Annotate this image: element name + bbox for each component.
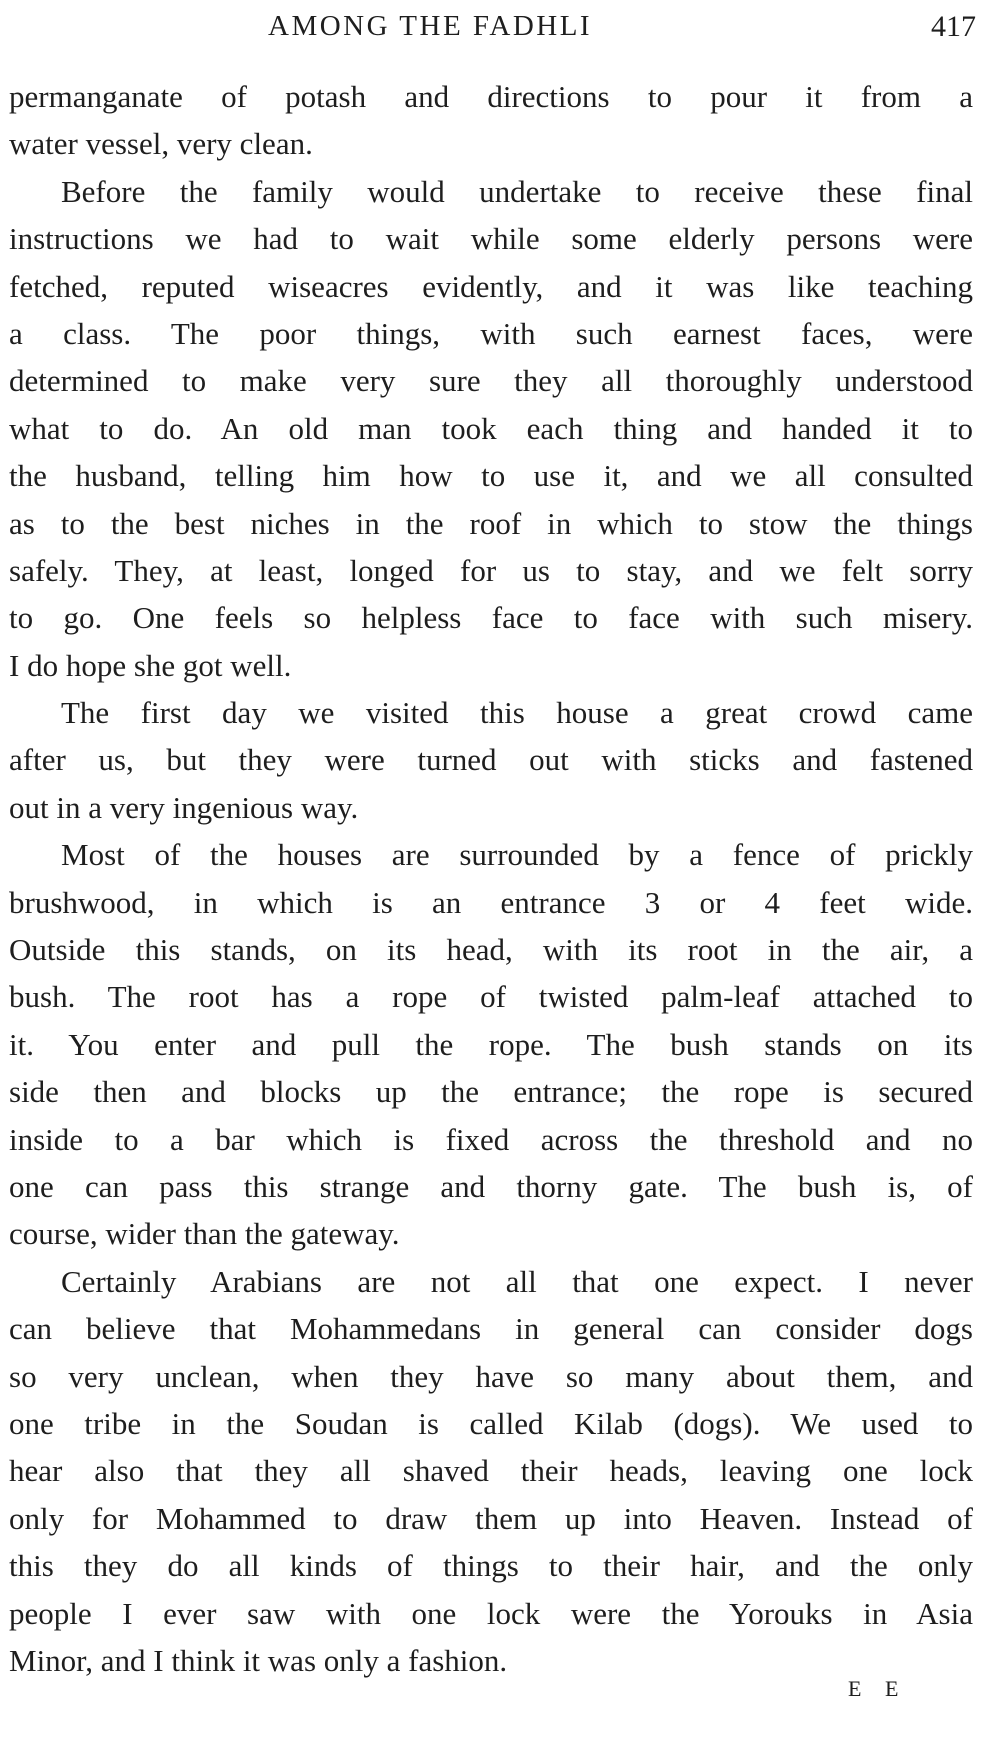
text-line: so very unclean, when they have so many about them, and (9, 1358, 973, 1394)
body-text (9, 73, 973, 1684)
text-line: safely. They, at least, longed for us to stay, and we felt sorry (9, 552, 973, 588)
text-line: only for Mohammed to draw them up into Heaven. Instead of (9, 1500, 973, 1536)
text-line: permanganate of potash and directions to pour it from a (9, 79, 973, 114)
text-line: a class. The poor things, with such earnest faces, were (9, 315, 973, 351)
running-title: AMONG THE FADHLI (268, 10, 593, 42)
text-line: it. You enter and pull the rope. The bush stands on its (9, 1026, 973, 1062)
paragraph (9, 168, 973, 689)
text-line: what to do. An old man took each thing and handed it to (9, 410, 973, 446)
text-line: fetched, reputed wiseacres evidently, and it was like teaching (9, 268, 973, 304)
text-line: Minor, and I think it was only a fashion. (9, 1642, 508, 1678)
paragraph (9, 831, 973, 1258)
text-line: one can pass this strange and thorny gate. The bush is, of (9, 1168, 973, 1204)
text-line: water vessel, very clean. (9, 126, 313, 162)
text-line: Before the family would undertake to receive these final (61, 173, 973, 209)
signature-mark: E E (848, 1676, 908, 1701)
text-line: inside to a bar which is fixed across the threshold and no (9, 1121, 973, 1157)
text-line: this they do all kinds of things to their hair, and the only (9, 1548, 973, 1584)
text-line: the husband, telling him how to use it, and we all consulted (9, 458, 973, 494)
text-line: I do hope she got well. (9, 647, 292, 683)
text-line: brushwood, in which is an entrance 3 or 4 feet wide. (9, 884, 973, 920)
text-line: Certainly Arabians are not all that one expect. I never (61, 1263, 973, 1299)
running-head (0, 4, 1000, 48)
text-line: The first day we visited this house a great crowd came (61, 695, 973, 731)
text-line: Outside this stands, on its head, with its root in the air, a (9, 932, 973, 968)
text-line: course, wider than the gateway. (9, 1216, 400, 1252)
text-line: to go. One feels so helpless face to face with such misery. (9, 600, 973, 636)
text-line: Most of the houses are surrounded by a fence of prickly (61, 837, 973, 873)
text-line: people I ever saw with one lock were the Yorouks in Asia (9, 1595, 973, 1631)
text-line: side then and blocks up the entrance; the rope is secured (9, 1074, 973, 1110)
paragraph (9, 1258, 973, 1685)
text-line: after us, but they were turned out with sticks and fastened (9, 742, 973, 778)
text-line: out in a very ingenious way. (9, 789, 359, 825)
paragraph (9, 689, 973, 831)
text-line: determined to make very sure they all thoroughly understood (9, 363, 973, 399)
text-line: hear also that they all shaved their heads, leaving one lock (9, 1453, 973, 1489)
text-line: instructions we had to wait while some elderly persons were (9, 221, 973, 257)
text-line: one tribe in the Soudan is called Kilab (dogs). We used to (9, 1405, 973, 1441)
paragraph (9, 73, 973, 168)
text-line: bush. The root has a rope of twisted palm-leaf attached to (9, 979, 973, 1015)
text-line: as to the best niches in the roof in which to stow the things (9, 505, 973, 541)
text-line: can believe that Mohammedans in general can consider dogs (9, 1311, 973, 1347)
page-number: 417 (931, 10, 976, 43)
